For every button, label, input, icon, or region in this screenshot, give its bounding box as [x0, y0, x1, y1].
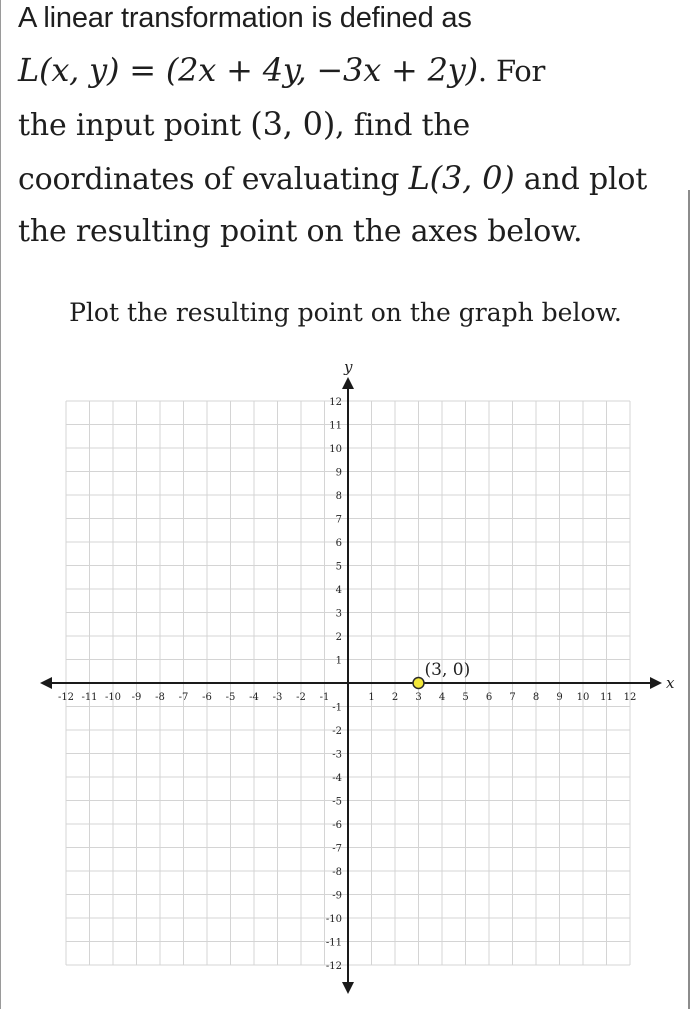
x-tick-label: -8 — [155, 692, 165, 703]
x-tick-label: 10 — [576, 692, 590, 703]
x-tick-label: -12 — [57, 692, 75, 703]
axes — [40, 358, 675, 994]
y-tick-label: 6 — [335, 538, 342, 549]
y-tick-label: -7 — [332, 843, 342, 855]
y-axis-label: y — [344, 358, 353, 376]
y-tick-label: -3 — [332, 749, 342, 761]
x-tick-label: -4 — [249, 692, 259, 703]
y-tick-label: 8 — [335, 491, 342, 502]
y-tick-label: -6 — [332, 820, 342, 831]
y-axis-down-arrow-icon — [342, 982, 354, 994]
x-axis-left-arrow-icon — [40, 677, 52, 689]
x-tick-label: 2 — [391, 692, 399, 703]
y-tick-label: 7 — [335, 514, 342, 526]
y-tick-label: -5 — [332, 796, 342, 808]
x-tick-label: 1 — [368, 692, 375, 703]
y-tick-label: -12 — [325, 961, 342, 972]
x-tick-label: 5 — [462, 692, 469, 703]
y-tick-label: -11 — [325, 937, 342, 949]
question-line-3: the input point (3, 0), find the — [18, 105, 471, 143]
x-tick-label: 8 — [532, 692, 540, 703]
x-tick-label: 3 — [415, 692, 422, 703]
y-tick-label: 10 — [329, 444, 342, 455]
plotted-point[interactable] — [413, 678, 424, 689]
y-tick-label: -9 — [332, 890, 342, 902]
question-line-4: coordinates of evaluating L(3, 0) and plot — [18, 159, 648, 197]
y-tick-label: -8 — [332, 867, 342, 878]
x-axis-label: x — [666, 674, 675, 692]
x-tick-label: -2 — [296, 692, 306, 703]
x-axis-right-arrow-icon — [650, 677, 662, 689]
plot-instruction: Plot the resulting point on the graph below. — [69, 298, 622, 327]
y-tick-label: -1 — [332, 702, 342, 714]
plotted-point-label: (3, 0) — [424, 660, 471, 680]
question-line-2: L(x, y) = (2x + 4y, −3x + 2y). For — [18, 51, 546, 89]
x-tick-label: -5 — [225, 692, 236, 703]
y-tick-label: 12 — [329, 397, 342, 408]
x-tick-label: -7 — [178, 692, 189, 703]
y-axis-up-arrow-icon — [342, 377, 354, 389]
x-tick-label: -1 — [319, 692, 330, 703]
y-tick-label: 9 — [335, 467, 342, 479]
x-tick-label: -10 — [104, 692, 122, 703]
x-tick-label: -11 — [81, 692, 98, 703]
y-tick-label: 5 — [335, 561, 342, 573]
y-tick-label: -10 — [325, 914, 342, 925]
x-tick-label: 9 — [556, 692, 563, 703]
y-tick-label: -4 — [332, 773, 342, 784]
x-tick-label: 11 — [600, 692, 613, 703]
input-point-math: (3, 0) — [250, 105, 336, 143]
y-tick-label: 2 — [335, 632, 342, 643]
x-tick-label: 7 — [509, 692, 516, 703]
y-tick-label: -2 — [332, 726, 342, 737]
x-tick-label: 12 — [623, 692, 637, 703]
question-line-1: A linear transformation is defined as — [18, 2, 472, 34]
x-tick-label: -6 — [202, 692, 212, 703]
y-tick-label: 11 — [329, 420, 342, 432]
x-tick-label: -3 — [272, 692, 283, 703]
question-line-5: the resulting point on the axes below. — [18, 214, 583, 249]
y-tick-label: 4 — [335, 585, 342, 596]
x-tick-label: -9 — [131, 692, 142, 703]
y-tick-label: 1 — [335, 655, 342, 667]
x-tick-label: 4 — [438, 692, 446, 703]
transformation-formula: L(x, y) = (2x + 4y, −3x + 2y) — [18, 51, 478, 89]
x-tick-label: 6 — [485, 692, 493, 703]
evaluation-math: L(3, 0) — [408, 159, 515, 197]
y-tick-label: 3 — [335, 608, 342, 620]
